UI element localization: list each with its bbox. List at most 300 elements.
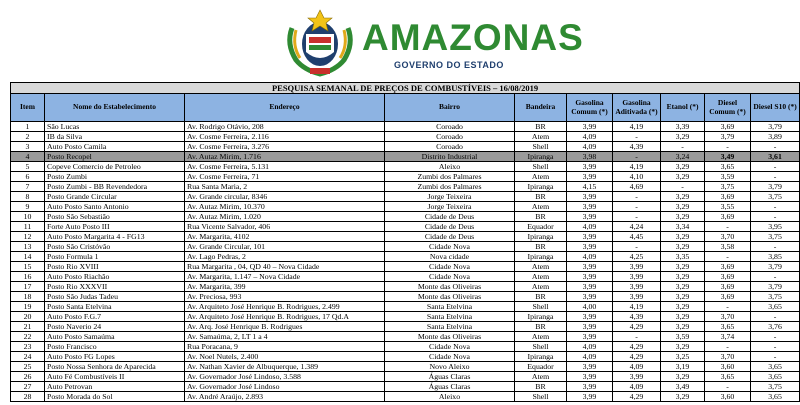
table-cell: 3,29	[661, 302, 705, 312]
table-cell: 6	[11, 172, 45, 182]
table-cell: -	[613, 242, 661, 252]
table-cell: 3,29	[661, 372, 705, 382]
column-header: Bairro	[385, 94, 515, 122]
table-cell: 3,75	[751, 382, 800, 392]
table-cell: Copeve Comercio de Petroleo	[45, 162, 185, 172]
table-cell: 3,69	[705, 192, 751, 202]
table-cell: Ipiranga	[515, 352, 567, 362]
table-cell: 3,99	[567, 382, 613, 392]
table-row	[11, 222, 800, 232]
table-row	[11, 312, 800, 322]
table-cell: -	[705, 142, 751, 152]
table-cell: 3,29	[661, 192, 705, 202]
table-cell: -	[751, 272, 800, 282]
table-cell: 3,99	[567, 262, 613, 272]
table-cell: 23	[11, 342, 45, 352]
table-cell: 7	[11, 182, 45, 192]
table-cell: 3,99	[567, 372, 613, 382]
table-cell: 3,60	[705, 392, 751, 402]
table-row	[11, 252, 800, 262]
table-cell: Ipiranga	[515, 232, 567, 242]
table-cell: Monte das Oliveiras	[385, 282, 515, 292]
table-cell: Ipiranga	[515, 252, 567, 262]
table-cell: Av. Nathan Xavier de Albuquerque, 1.389	[185, 362, 385, 372]
table-cell: -	[751, 162, 800, 172]
table-cell: -	[661, 142, 705, 152]
table-cell: Av. Preciosa, 993	[185, 292, 385, 302]
table-cell: Atem	[515, 132, 567, 142]
table-row	[11, 122, 800, 132]
brand-subtitle: GOVERNO DO ESTADO	[394, 60, 504, 70]
table-cell: Novo Aleixo	[385, 362, 515, 372]
table-cell: 3,69	[705, 212, 751, 222]
table-cell: 17	[11, 282, 45, 292]
table-cell: Aleixo	[385, 392, 515, 402]
table-cell: 3,69	[705, 122, 751, 132]
table-cell: Av. Samaúma, 2, LT 1 a 4	[185, 332, 385, 342]
page-header	[0, 0, 800, 80]
table-cell: Posto Morada do Sol	[45, 392, 185, 402]
table-cell: Santa Etelvina	[385, 302, 515, 312]
table-cell: Av. Governador José Lindoso	[185, 382, 385, 392]
table-cell: Rua Santa Maria, 2	[185, 182, 385, 192]
table-cell: 21	[11, 322, 45, 332]
table-cell: 4,09	[567, 132, 613, 142]
table-cell: BR	[515, 242, 567, 252]
column-header: Gasolina Comum (*)	[567, 94, 613, 122]
table-cell: 3,58	[705, 242, 751, 252]
table-cell: 3,65	[751, 362, 800, 372]
table-cell: Rua Poracana, 9	[185, 342, 385, 352]
table-cell: 3,95	[751, 222, 800, 232]
table-cell: Auto Posto Camila	[45, 142, 185, 152]
table-cell: 3,89	[751, 132, 800, 142]
table-cell: 3,75	[751, 192, 800, 202]
table-cell: 3,99	[567, 272, 613, 282]
table-cell: 3,99	[613, 292, 661, 302]
table-cell: 3,59	[705, 172, 751, 182]
table-cell: 4,19	[613, 162, 661, 172]
table-cell: 3,99	[567, 162, 613, 172]
table-cell: -	[751, 202, 800, 212]
table-cell: Equador	[515, 222, 567, 232]
table-cell: Águas Claras	[385, 372, 515, 382]
table-cell: 3,75	[751, 292, 800, 302]
table-cell: Atem	[515, 272, 567, 282]
table-cell: 3,99	[613, 372, 661, 382]
table-cell: Shell	[515, 342, 567, 352]
table-cell: 13	[11, 242, 45, 252]
table-cell: 3,29	[661, 342, 705, 352]
table-cell: 2	[11, 132, 45, 142]
table-cell: 4,45	[613, 232, 661, 242]
table-cell: 3,49	[661, 382, 705, 392]
table-cell: 3,39	[661, 122, 705, 132]
table-cell: 3,29	[661, 212, 705, 222]
table-row	[11, 372, 800, 382]
table-row	[11, 392, 800, 402]
table-cell: 4,24	[613, 222, 661, 232]
table-cell: -	[705, 302, 751, 312]
table-row	[11, 142, 800, 152]
table-row	[11, 232, 800, 242]
table-cell: Shell	[515, 142, 567, 152]
table-cell: 3,65	[751, 302, 800, 312]
table-cell: -	[751, 332, 800, 342]
table-cell: BR	[515, 322, 567, 332]
fuel-price-table	[10, 82, 800, 402]
table-cell: 5	[11, 162, 45, 172]
table-cell: Coroado	[385, 132, 515, 142]
table-cell: BR	[515, 382, 567, 392]
table-row	[11, 362, 800, 372]
table-cell: Atem	[515, 372, 567, 382]
table-row	[11, 152, 800, 162]
table-cell: 4,09	[613, 362, 661, 372]
table-row	[11, 382, 800, 392]
table-cell: Av. Cosme Ferreira, 71	[185, 172, 385, 182]
table-cell: Av. Arquiteto José Henrique B. Rodrigues, 2.499	[185, 302, 385, 312]
table-cell: 4,29	[613, 322, 661, 332]
table-cell: 4,10	[613, 172, 661, 182]
table-cell: Atem	[515, 332, 567, 342]
table-cell: 3,99	[567, 122, 613, 132]
table-row	[11, 352, 800, 362]
table-cell: -	[613, 132, 661, 142]
table-cell: Posto Nossa Senhora de Aparecida	[45, 362, 185, 372]
table-cell: 4,00	[567, 302, 613, 312]
table-cell: 3,99	[567, 292, 613, 302]
table-cell: 15	[11, 262, 45, 272]
table-cell: 3,19	[661, 362, 705, 372]
table-cell: Av. Margarita, 1.147 – Nova Cidade	[185, 272, 385, 282]
table-title: PESQUISA SEMANAL DE PREÇOS DE COMBUSTÍVEIS – 16/08/2019	[11, 83, 800, 94]
table-cell: Auto Posto Riachão	[45, 272, 185, 282]
table-cell: 3,49	[705, 152, 751, 162]
table-row	[11, 342, 800, 352]
table-cell: 3,99	[567, 232, 613, 242]
table-cell: Auto Petrovan	[45, 382, 185, 392]
table-cell: 3,74	[705, 332, 751, 342]
table-cell: Equador	[515, 362, 567, 372]
table-cell: Águas Claras	[385, 382, 515, 392]
table-cell: Rua Vicente Salvador, 406	[185, 222, 385, 232]
table-cell: Posto Rio XXXVII	[45, 282, 185, 292]
table-cell: Av. Cosme Ferreira, 5.131	[185, 162, 385, 172]
table-cell: 3,99	[613, 282, 661, 292]
table-cell: 3,99	[567, 172, 613, 182]
table-cell: Posto São Cristóvão	[45, 242, 185, 252]
table-cell: Auto Posto FG Lopes	[45, 352, 185, 362]
table-cell: Av. Margarita, 4102	[185, 232, 385, 242]
table-cell: 28	[11, 392, 45, 402]
table-row	[11, 182, 800, 192]
column-header: Etanol (*)	[661, 94, 705, 122]
table-cell: 4,29	[613, 392, 661, 402]
table-cell: -	[613, 152, 661, 162]
table-cell: Av. Cosme Ferreira, 2.116	[185, 132, 385, 142]
table-cell: -	[613, 202, 661, 212]
table-cell: 3,29	[661, 322, 705, 332]
table-cell: 3,29	[661, 312, 705, 322]
table-cell: 9	[11, 202, 45, 212]
table-cell: 3,65	[705, 162, 751, 172]
table-cell: 8	[11, 192, 45, 202]
table-cell: 3,65	[705, 322, 751, 332]
table-row	[11, 242, 800, 252]
table-cell: -	[751, 142, 800, 152]
table-cell: 3,29	[661, 132, 705, 142]
table-cell: Av. Autaz Mirim, 10.370	[185, 202, 385, 212]
table-cell: 3,69	[705, 292, 751, 302]
table-cell: 4,19	[613, 302, 661, 312]
table-row	[11, 302, 800, 312]
table-cell: Cidade Nova	[385, 342, 515, 352]
table-cell: 4	[11, 152, 45, 162]
column-header: Bandeira	[515, 94, 567, 122]
table-cell: Av. André Araújo, 2.893	[185, 392, 385, 402]
table-cell: 3,69	[705, 272, 751, 282]
table-cell: 3,85	[751, 252, 800, 262]
table-cell: 11	[11, 222, 45, 232]
table-cell: 3,99	[613, 272, 661, 282]
table-cell: Zumbi dos Palmares	[385, 172, 515, 182]
table-cell: 4,09	[567, 222, 613, 232]
table-cell: Coroado	[385, 122, 515, 132]
table-row	[11, 162, 800, 172]
table-cell: Av. Autaz Mirim, 1.020	[185, 212, 385, 222]
table-body	[11, 122, 800, 402]
amazonas-coat-of-arms-icon	[282, 4, 358, 78]
table-cell: Ipiranga	[515, 312, 567, 322]
table-cell: -	[613, 332, 661, 342]
table-cell: 14	[11, 252, 45, 262]
column-header: Endereço	[185, 94, 385, 122]
table-cell: 3,70	[705, 232, 751, 242]
table-cell: Nova cidade	[385, 252, 515, 262]
table-cell: 3,29	[661, 262, 705, 272]
table-cell: 3,29	[661, 242, 705, 252]
table-cell: 3,99	[567, 192, 613, 202]
table-cell: São Lucas	[45, 122, 185, 132]
table-cell: 25	[11, 362, 45, 372]
table-cell: -	[705, 382, 751, 392]
table-cell: Cidade de Deus	[385, 232, 515, 242]
table-cell: 3,34	[661, 222, 705, 232]
table-cell: 12	[11, 232, 45, 242]
table-cell: 3,69	[705, 262, 751, 272]
table-cell: 3,99	[567, 212, 613, 222]
table-cell: 3,79	[751, 282, 800, 292]
table-cell: 3,99	[567, 392, 613, 402]
table-cell: Atem	[515, 172, 567, 182]
table-cell: 4,19	[613, 122, 661, 132]
table-cell: Av. Governador José Lindoso, 3.588	[185, 372, 385, 382]
table-cell: 3,79	[751, 262, 800, 272]
table-cell: 18	[11, 292, 45, 302]
table-cell: 3,99	[567, 362, 613, 372]
table-cell: 3,24	[661, 152, 705, 162]
table-cell: Atem	[515, 202, 567, 212]
table-cell: BR	[515, 292, 567, 302]
table-cell: 27	[11, 382, 45, 392]
table-cell: Posto Formula 1	[45, 252, 185, 262]
table-cell: 24	[11, 352, 45, 362]
table-cell: 3	[11, 142, 45, 152]
table-cell: Cidade de Deus	[385, 222, 515, 232]
table-row	[11, 282, 800, 292]
table-cell: Zumbi dos Palmares	[385, 182, 515, 192]
table-cell: BR	[515, 192, 567, 202]
table-cell: Posto Recopel	[45, 152, 185, 162]
column-header: Gasolina Aditivada (*)	[613, 94, 661, 122]
table-cell: 4,09	[567, 252, 613, 262]
table-cell: Cidade de Deus	[385, 212, 515, 222]
table-row	[11, 322, 800, 332]
table-cell: Auto Posto Margarita 4 - FG13	[45, 232, 185, 242]
table-cell: Posto Naverio 24	[45, 322, 185, 332]
table-cell: 3,99	[567, 322, 613, 332]
table-cell: -	[705, 222, 751, 232]
table-cell: 1	[11, 122, 45, 132]
column-header: Nome do Estabelecimento	[45, 94, 185, 122]
table-cell: Shell	[515, 162, 567, 172]
table-cell: 3,99	[567, 202, 613, 212]
table-cell: 3,29	[661, 392, 705, 402]
column-header: Diesel Comum (*)	[705, 94, 751, 122]
table-cell: 3,79	[705, 132, 751, 142]
table-cell: Rua Margarita , 04, QD 40 – Nova Cidade	[185, 262, 385, 272]
table-cell: 16	[11, 272, 45, 282]
table-cell: 3,25	[661, 352, 705, 362]
brand-title: AMAZONAS	[362, 17, 584, 58]
table-cell: Av. Cosme Ferreira, 3.276	[185, 142, 385, 152]
table-cell: -	[751, 242, 800, 252]
table-row	[11, 132, 800, 142]
table-cell: -	[751, 342, 800, 352]
table-cell: Auto Posto Samaúma	[45, 332, 185, 342]
table-cell: 4,39	[613, 312, 661, 322]
table-cell: 3,65	[751, 372, 800, 382]
table-cell: -	[705, 342, 751, 352]
table-cell: Cidade Nova	[385, 272, 515, 282]
table-row	[11, 292, 800, 302]
table-cell: BR	[515, 122, 567, 132]
table-cell: 3,59	[661, 332, 705, 342]
table-cell: 3,61	[751, 152, 800, 162]
table-header-row	[11, 94, 800, 122]
table-cell: Auto Fé Combustíveis II	[45, 372, 185, 382]
table-cell: Jorge Teixeira	[385, 192, 515, 202]
column-header: Item	[11, 94, 45, 122]
table-cell: 3,99	[567, 332, 613, 342]
table-cell: 3,29	[661, 172, 705, 182]
table-cell: 22	[11, 332, 45, 342]
table-cell: IB da Silva	[45, 132, 185, 142]
table-cell: Av. Lago Pedras, 2	[185, 252, 385, 262]
table-cell: 3,75	[705, 182, 751, 192]
table-cell: -	[751, 212, 800, 222]
table-row	[11, 262, 800, 272]
table-row	[11, 202, 800, 212]
table-cell: Cidade Nova	[385, 352, 515, 362]
table-cell: 4,29	[613, 342, 661, 352]
table-cell: -	[751, 312, 800, 322]
table-row	[11, 192, 800, 202]
table-row	[11, 212, 800, 222]
table-cell: Auto Posto Santo Antonio	[45, 202, 185, 212]
table-cell: 3,29	[661, 232, 705, 242]
table-cell: Monte das Oliveiras	[385, 332, 515, 342]
table-cell: 4,15	[567, 182, 613, 192]
table-cell: 3,65	[751, 392, 800, 402]
table-cell: 4,09	[567, 342, 613, 352]
table-cell: 3,29	[661, 162, 705, 172]
table-cell: -	[705, 252, 751, 262]
table-cell: -	[613, 192, 661, 202]
table-row	[11, 272, 800, 282]
table-cell: 4,09	[567, 142, 613, 152]
table-cell: 3,70	[705, 312, 751, 322]
table-cell: Av. Grande circular, 8346	[185, 192, 385, 202]
table-cell: Cidade Nova	[385, 262, 515, 272]
table-cell: Auto Posto F.G.7	[45, 312, 185, 322]
table-cell: Jorge Teixeira	[385, 202, 515, 212]
table-cell: 3,70	[705, 352, 751, 362]
table-cell: Posto Francisco	[45, 342, 185, 352]
table-cell: 3,79	[751, 122, 800, 132]
table-cell: Atem	[515, 282, 567, 292]
table-cell: Av. Autaz Mirim, 1.716	[185, 152, 385, 162]
table-cell: Av. Grande Circular, 101	[185, 242, 385, 252]
table-cell: 3,98	[567, 152, 613, 162]
table-cell: 3,76	[751, 322, 800, 332]
table-cell: Cidade Nova	[385, 242, 515, 252]
table-cell: Posto Rio XVIII	[45, 262, 185, 272]
table-row	[11, 332, 800, 342]
table-cell: Ipiranga	[515, 152, 567, 162]
table-cell: Shell	[515, 302, 567, 312]
table-cell: Av. Arquiteto José Henrique B. Rodrigues, 17 Qd.A	[185, 312, 385, 322]
table-cell: 3,55	[705, 202, 751, 212]
table-cell: 26	[11, 372, 45, 382]
table-cell: Coroado	[385, 142, 515, 152]
table-cell: 3,65	[705, 372, 751, 382]
table-cell: 4,09	[613, 382, 661, 392]
table-cell: Av. Rodrigo Otávio, 208	[185, 122, 385, 132]
table-cell: Atem	[515, 262, 567, 272]
table-cell: 3,69	[705, 282, 751, 292]
table-cell: Posto Zumbi - BB Revendedora	[45, 182, 185, 192]
table-cell: 4,25	[613, 252, 661, 262]
table-cell: -	[613, 212, 661, 222]
table-cell: 3,29	[661, 292, 705, 302]
table-row	[11, 172, 800, 182]
table-cell: Posto Santa Etelvina	[45, 302, 185, 312]
table-cell: Posto São Sebastião	[45, 212, 185, 222]
table-cell: Distrito Industrial	[385, 152, 515, 162]
table-cell: Ipiranga	[515, 182, 567, 192]
table-cell: Santa Etelvina	[385, 312, 515, 322]
table-cell: 3,75	[751, 232, 800, 242]
table-cell: Av. Margarita, 399	[185, 282, 385, 292]
table-cell: 20	[11, 312, 45, 322]
table-cell: 3,99	[613, 262, 661, 272]
table-cell: 4,09	[567, 352, 613, 362]
table-cell: 3,99	[567, 242, 613, 252]
table-cell: 3,60	[705, 362, 751, 372]
table-cell: 4,29	[613, 352, 661, 362]
